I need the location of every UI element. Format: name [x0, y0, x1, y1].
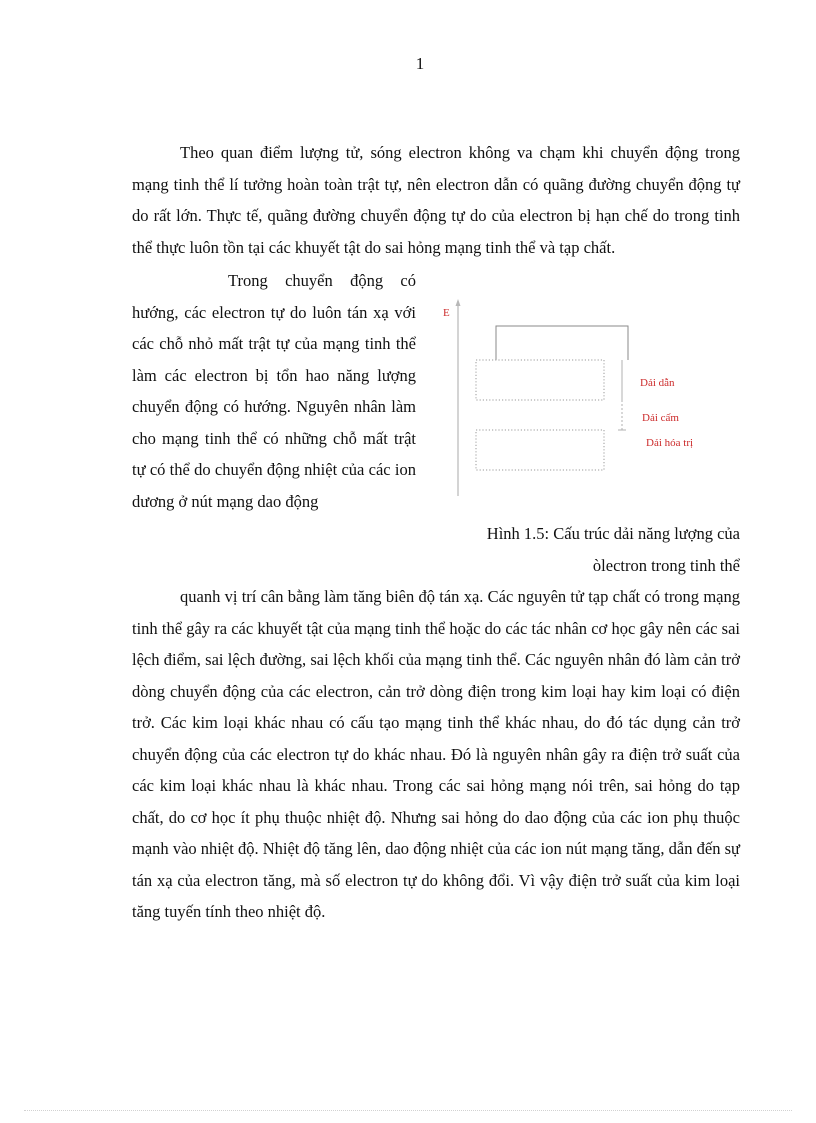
- conduction-band-outline: [496, 326, 628, 360]
- valence-band-label: Dải hóa trị: [646, 437, 694, 449]
- page-number: 1: [415, 54, 425, 73]
- conduction-band: [476, 360, 604, 400]
- valence-band: [476, 430, 604, 470]
- page-bottom-divider: [24, 1110, 792, 1111]
- energy-band-diagram: [436, 296, 726, 506]
- paragraph-resistivity: quanh vị trí cân bằng làm tăng biên độ tán xạ. Các nguyên tử tạp chất có trong mạng tinh thể gây ra các khuyết tật của mạng tinh thể hoặc do các tác nhân cơ học gây nên các sai lệch điểm, sai lệch đường, sai lệch khối của mạng tinh thể. Các nguyên nhân đó làm cản trở dòng chuyển động của các electron, cản trở dòng điện trong kim loại hay kim loại có điện trở. Các kim loại khác nhau có cấu tạo mạng tinh thể khác nhau, do đó tác dụng cản trở chuyển động của các electron tự do khác nhau. Đó là nguyên nhân gây ra điện trở suất của các kim loại khác nhau là khác nhau. Trong các sai hỏng mạng nói trên, sai hỏng do tạp chất, do cơ học ít phụ thuộc nhiệt độ. Nhưng sai hỏng do dao động của các ion phụ thuộc mạnh vào nhiệt độ. Nhiệt độ tăng lên, dao động nhiệt của các ion nút mạng tăng, dẫn đến sự tán xạ của electron tăng, mà số electron tự do không đổi. Vì vậy điện trở suất của kim loại tăng tuyến tính theo nhiệt độ.: [132, 587, 740, 921]
- figure-caption-line-2: òlectron trong tinh thể: [592, 556, 740, 575]
- energy-axis-label: E: [443, 307, 450, 319]
- conduction-band-label: Dải dẫn: [640, 377, 675, 389]
- figure-caption-line-1: Hình 1.5: Cấu trúc dải năng lượng của: [486, 524, 740, 543]
- energy-band-figure: [436, 296, 726, 506]
- axis-arrow-icon: [456, 299, 461, 306]
- paragraph-scattering: Trong chuyển động có hướng, các electron tự do luôn tán xạ với các chỗ nhỏ mất trật tự của mạng tinh thể làm các electron bị tổn hao năng lượng chuyển động có hướng. Nguyên nhân làm cho mạng tinh thể có những chỗ mất trật tự có thể do chuyển động nhiệt của các ion dương ở nút mạng dao động: [132, 271, 416, 511]
- paragraph-intro: Theo quan điểm lượng tử, sóng electron không va chạm khi chuyển động trong mạng tinh thể lí tưởng hoàn toàn trật tự, nên electron dẫn có quãng đường chuyển động tự do rất lớn. Thực tế, quãng đường chuyển động tự do của electron bị hạn chế do trong tinh thể thực luôn tồn tại các khuyết tật do sai hỏng mạng tinh thể và tạp chất.: [132, 143, 740, 257]
- forbidden-band-label: Dải cấm: [642, 412, 679, 424]
